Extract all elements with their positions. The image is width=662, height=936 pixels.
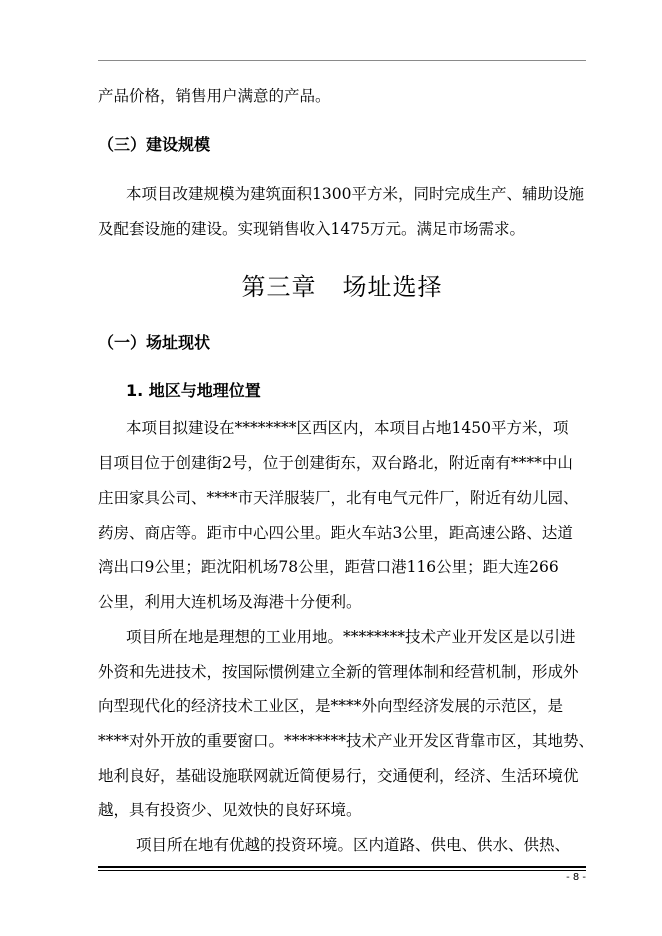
body-text-line: 药房、商店等。距市中心四公里。距火车站3公里，距高速公路、达道 — [98, 524, 573, 542]
body-text-line: ****对外开放的重要窗口。********技术产业开发区背靠市区，其地势、 — [98, 732, 595, 750]
section-heading-scale: （三）建设规模 — [98, 135, 211, 154]
body-text-line: 地利良好，基础设施联网就近简便易行，交通便利，经济、生活环境优 — [98, 767, 579, 785]
page-number: - 8 - — [566, 872, 586, 883]
section-heading-site: （一）场址现状 — [98, 333, 211, 352]
footer-rule — [98, 866, 586, 868]
chapter-title — [98, 272, 586, 302]
footer-rule-thin — [98, 870, 586, 871]
body-text-line: 本项目拟建设在********区西区内，本项目占地1450平方米，项 — [126, 419, 569, 437]
body-text-line: 产品价格，销售用户满意的产品。 — [98, 87, 331, 105]
body-text-line: 向型现代化的经济技术工业区，是****外向型经济发展的示范区，是 — [98, 697, 564, 715]
body-text-line: 庄田家具公司、****市天洋服装厂，北有电气元件厂，附近有幼儿园、 — [98, 489, 579, 507]
subsection-heading: 1. 地区与地理位置 — [126, 381, 261, 400]
chapter-number: 第三章 — [241, 273, 317, 301]
body-text-line: 目项目位于创建街2号，位于创建街东，双台路北，附近南有****中山 — [98, 454, 573, 472]
body-text-line: 本项目改建规模为建筑面积1300平方米，同时完成生产、辅助设施 — [126, 185, 584, 203]
body-text-line: 越，具有投资少、见效快的良好环境。 — [98, 801, 362, 819]
body-text-line: 及配套设施的建设。实现销售收入1475万元。满足市场需求。 — [98, 220, 525, 238]
body-text-line: 公里，利用大连机场及海港十分便利。 — [98, 593, 362, 611]
header-rule — [98, 60, 586, 61]
body-text-line: 项目所在地是理想的工业用地。********技术产业开发区是以引进 — [126, 628, 576, 646]
body-text-line: 项目所在地有优越的投资环境。区内道路、供电、供水、供热、 — [136, 836, 571, 854]
chapter-name: 场址选择 — [342, 273, 443, 301]
body-text-line: 湾出口9公里；距沈阳机场78公里，距营口港116公里；距大连266 — [98, 558, 559, 576]
body-text-line: 外资和先进技术，按国际惯例建立全新的管理体制和经营机制，形成外 — [98, 663, 579, 681]
